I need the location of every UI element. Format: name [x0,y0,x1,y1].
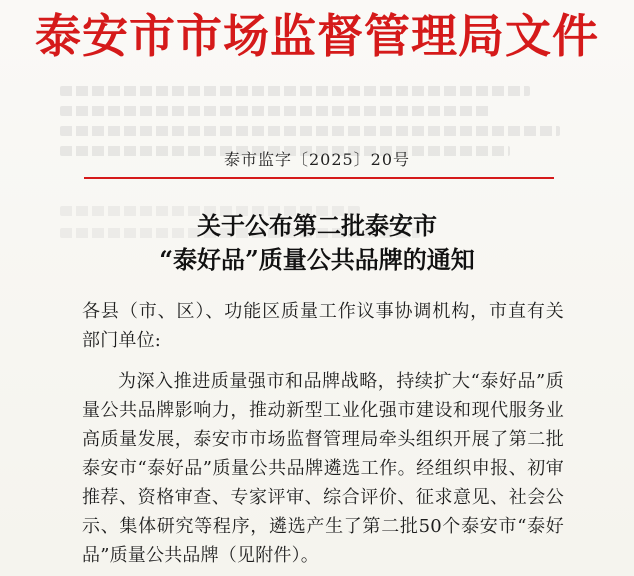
document-body [82,297,564,570]
document-title-line-2: “泰好品”质量公共品牌的通知 [159,245,475,274]
document-number: 泰市监字〔2025〕20号 [223,150,411,169]
document-title-line-1: 关于公布第二批泰安市 [197,211,437,240]
red-rule-divider [84,177,554,179]
addressee-paragraph: 各县（市、区）、功能区质量工作议事协调机构，市直有关部门单位: [82,301,564,351]
document-header-title: 泰安市市场监督管理局文件 [35,9,599,63]
document-title [0,209,634,277]
body-paragraph-1: 为深入推进质量强市和品牌战略，持续扩大“泰好品”质量公共品牌影响力，推动新型工业化强市建设和现代服务业高质量发展，泰安市市场监督管理局牵头组织开展了第二批泰安市“泰好品”质量公共品牌遴选工作。经组织申报、初审推荐、资格审查、专家评审、综合评价、征求意见、社会公示、集体研究等程序，遴选产生了第二批50个泰安市“泰好品”质量公共品牌（见附件）。 [82,371,564,566]
